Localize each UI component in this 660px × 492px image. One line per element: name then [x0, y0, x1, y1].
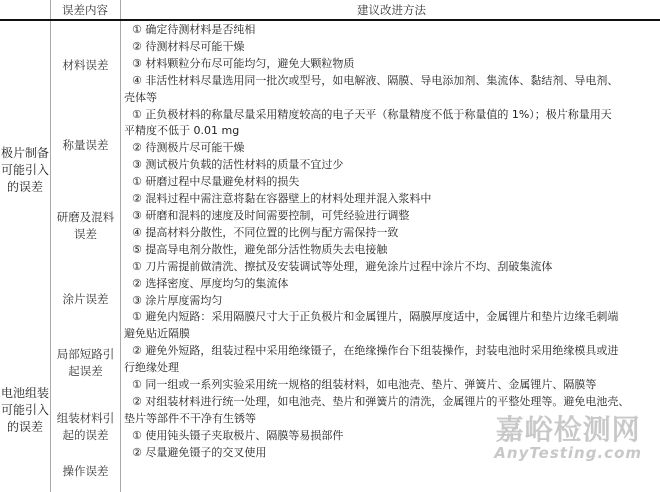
category-line: 可能引入 [0, 403, 49, 417]
method-line: ① 刀片需提前做清洗、擦拭及安装调试等处理，避免涂片过程中涂片不均、刮破集流体 [132, 259, 553, 273]
error-assembly-material [51, 410, 120, 444]
column-divider [120, 0, 121, 492]
header-method: 建议改进方法 [357, 3, 426, 17]
category-line: 可能引入 [0, 163, 49, 177]
category-line: 的误差 [6, 180, 43, 194]
error-grinding-mixing [51, 209, 120, 243]
method-line: 避免贴近隔膜 [124, 327, 190, 341]
method-line: ③ 涂片厚度需均匀 [132, 293, 223, 307]
error-label: 组装材料引 [56, 411, 115, 425]
category-cell-assembly [0, 385, 50, 436]
error-label: 研磨及混料 [56, 210, 115, 224]
method-line: ① 研磨过程中尽量避免材料的损失 [132, 175, 300, 189]
category-line: 电池组装 [0, 386, 49, 400]
method-line: ① 使用钝头镊子夹取极片、隔膜等易损部件 [132, 428, 344, 442]
method-line: ④ 非活性材料尽量选用同一批次或型号，如电解液、隔膜、导电添加剂、集流体、黏结剂、导电剂、 [132, 73, 619, 87]
method-line: ① 确定待测材料是否纯相 [132, 23, 256, 36]
error-label: 操作误差 [62, 464, 109, 478]
method-line: ② 尽量避免镊子的交叉使用 [132, 445, 267, 459]
method-line: 垫片等部件不干净有生锈等 [124, 411, 256, 425]
error-operation [51, 463, 120, 480]
error-coating [51, 291, 120, 308]
category-line: 的误差 [6, 420, 43, 434]
error-label: 称量误差 [62, 138, 109, 152]
method-line: 行绝缘处理 [124, 361, 179, 375]
error-label: 涂片误差 [62, 292, 109, 306]
method-line: ① 正负极材料的称量尽量采用精度较高的电子天平（称量精度不低于称量值的 1%）；极片称量用天 [132, 107, 612, 121]
header-error-content: 误差内容 [62, 3, 108, 17]
method-line: ① 避免内短路：采用隔膜尺寸大于正负极片和金属锂片，隔膜厚度适中，金属锂片和垫片边缘毛刺端 [132, 310, 619, 324]
method-line: ① 同一组或一系列实验采用统一规格的组装材料，如电池壳、垫片、弹簧片、金属锂片、隔膜等 [132, 378, 597, 392]
method-line: ③ 研磨和混料的速度及时间需要控制，可凭经验进行调整 [132, 208, 410, 222]
method-line: ③ 测试极片负载的活性材料的质量不宜过少 [132, 158, 344, 172]
error-short-circuit [51, 346, 120, 380]
method-line: 壳体等 [124, 90, 157, 104]
category-electrode-prep [0, 145, 50, 196]
watermark-en: AnyTesting.com [494, 444, 642, 462]
method-line: ② 避免外短路，组装过程中采用绝缘镊子，在绝缘操作台下组装操作，封装电池时采用绝缘模具或进 [132, 344, 619, 358]
error-label: 起误差 [68, 364, 103, 378]
header-rule [0, 19, 660, 21]
method-line: ② 对组装材料进行统一处理，如电池壳、垫片和弹簧片的清洗，金属锂片的平整处理等。避免电池壳、 [132, 394, 630, 408]
error-label: 局部短路引 [56, 347, 115, 361]
watermark-cn: 嘉峪检测网 [495, 413, 641, 446]
category-line: 极片制备 [0, 146, 49, 160]
method-line: ③ 材料颗粒分布尽可能均匀，避免大颗粒物质 [132, 56, 355, 70]
watermark [494, 408, 642, 462]
error-label: 起的误差 [62, 428, 109, 442]
method-line: ② 选择密度、厚度均匀的集流体 [132, 276, 289, 290]
method-line: ② 混料过程中需注意将黏在容器壁上的材料处理并混入浆料中 [132, 192, 432, 206]
error-weighing [51, 137, 120, 154]
methods-list [124, 22, 656, 462]
error-material [51, 57, 120, 74]
error-label: 材料误差 [62, 58, 109, 72]
method-line: ⑤ 提高导电剂分散性，避免部分活性物质失去电接触 [132, 242, 388, 256]
method-line: 平精度不低于 0.01 mg [124, 124, 240, 138]
method-line: ④ 提高材料分散性，不同位置的比例与配方需保持一致 [132, 225, 399, 239]
error-label: 误差 [74, 227, 97, 241]
method-line: ② 待测极片尽可能干燥 [132, 141, 245, 155]
method-line: ② 待测材料尽可能干燥 [132, 39, 245, 53]
